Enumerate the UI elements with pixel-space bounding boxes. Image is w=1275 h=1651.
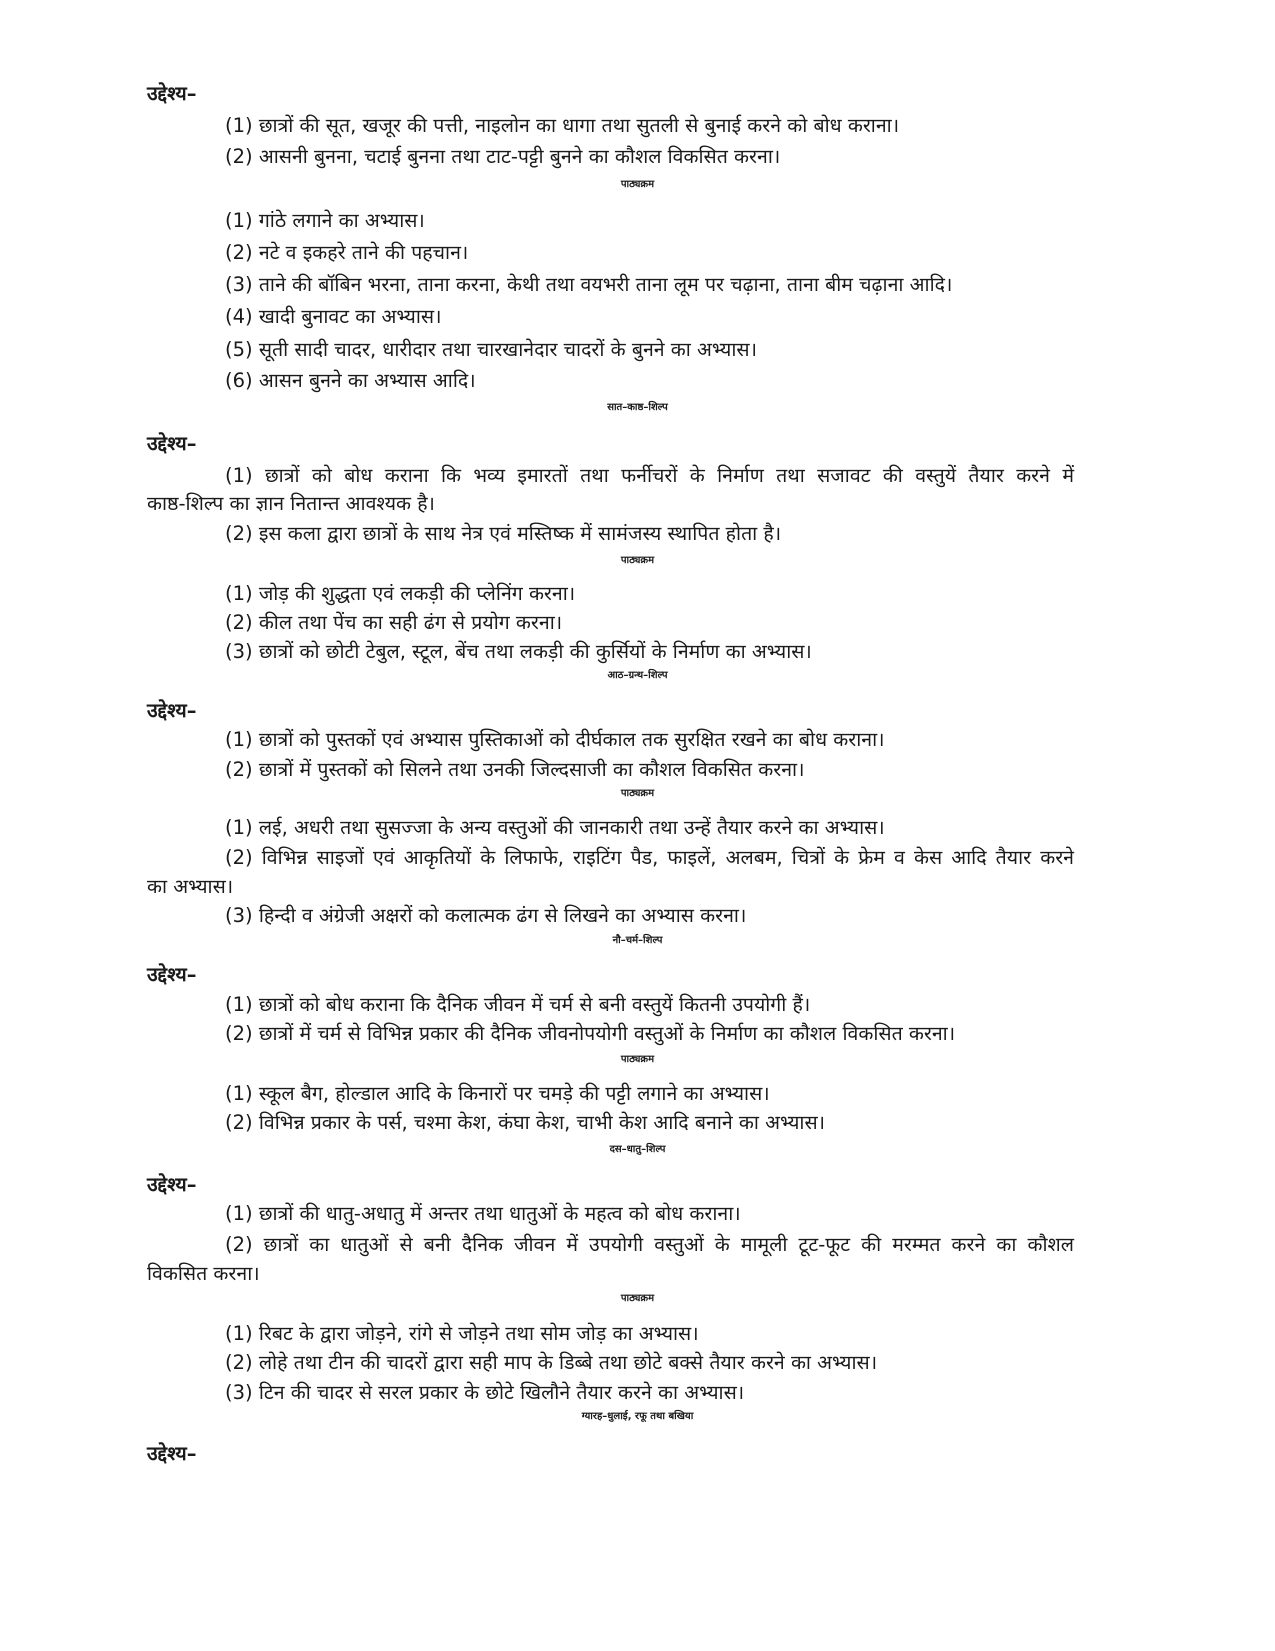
list-item: (5) सूती सादी चादर, धारीदार तथा चारखानेदार चादरों के बुनने का अभ्यास। (225, 338, 757, 361)
list-item-continued: का अभ्यास। (147, 875, 234, 898)
section-heading: सात–काष्ठ–शिल्प (607, 402, 668, 413)
objective-label: उद्देश्य– (147, 699, 197, 722)
section-heading: पाठ्यक्रम (620, 179, 655, 190)
list-item: (1) छात्रों को बोध कराना कि दैनिक जीवन में चर्म से बनी वस्तुयें कितनी उपयोगी हैं। (225, 993, 811, 1016)
list-item: (2) विभिन्न साइजों एवं आकृतियों के लिफाफे, राइटिंग पैड, फाइलें, अलबम, चित्रों के फ्रेम व केस आदि तैयार करने (225, 846, 1074, 869)
objective-label: उद्देश्य– (147, 1173, 197, 1196)
list-item: (2) छात्रों में चर्म से विभिन्न प्रकार की दैनिक जीवनोपयोगी वस्तुओं के निर्माण का कौशल विकसित करना। (225, 1022, 956, 1045)
section-heading: पाठ्यक्रम (620, 1054, 655, 1065)
list-item: (2) आसनी बुनना, चटाई बुनना तथा टाट-पट्टी बुनने का कौशल विकसित करना। (225, 145, 781, 168)
section-heading: पाठ्यक्रम (620, 788, 655, 799)
list-item: (2) कील तथा पेंच का सही ढंग से प्रयोग करना। (225, 611, 563, 634)
list-item: (1) गांठे लगाने का अभ्यास। (225, 209, 425, 232)
section-heading: ग्यारह–धुलाई, रफू तथा बखिया (581, 1411, 694, 1422)
list-item: (1) छात्रों की सूत, खजूर की पत्ती, नाइलोन का धागा तथा सुतली से बुनाई करने को बोध कराना। (225, 114, 900, 137)
list-item: (1) छात्रों की धातु-अधातु में अन्तर तथा धातुओं के महत्व को बोध कराना। (225, 1202, 741, 1225)
list-item: (3) टिन की चादर से सरल प्रकार के छोटे खिलौने तैयार करने का अभ्यास। (225, 1381, 745, 1404)
list-item: (1) छात्रों को पुस्तकों एवं अभ्यास पुस्तिकाओं को दीर्घकाल तक सुरक्षित रखने का बोध कराना। (225, 728, 885, 751)
list-item: (1) लई, अधरी तथा सुसज्जा के अन्य वस्तुओं की जानकारी तथा उन्हें तैयार करने का अभ्यास। (225, 816, 885, 839)
section-heading: दस–धातु–शिल्प (609, 1144, 666, 1155)
list-item: (4) खादी बुनावट का अभ्यास। (225, 305, 442, 328)
objective-label: उद्देश्य– (147, 432, 197, 455)
objective-label: उद्देश्य– (147, 963, 197, 986)
section-heading: आठ–ग्रन्थ–शिल्प (607, 670, 668, 681)
list-item-continued: काष्ठ-शिल्प का ज्ञान नितान्त आवश्यक है। (147, 492, 435, 515)
list-item: (1) रिबट के द्वारा जोड़ने, रांगे से जोड़ने तथा सोम जोड़ का अभ्यास। (225, 1322, 699, 1345)
list-item-continued: विकसित करना। (147, 1262, 260, 1285)
list-item: (1) जोड़ की शुद्धता एवं लकड़ी की प्लेनिंग करना। (225, 582, 576, 605)
section-heading: नौ–चर्म–शिल्प (612, 935, 663, 946)
section-heading: पाठ्यक्रम (620, 555, 655, 566)
list-item: (2) छात्रों में पुस्तकों को सिलने तथा उनकी जिल्दसाजी का कौशल विकसित करना। (225, 758, 805, 781)
list-item: (2) लोहे तथा टीन की चादरों द्वारा सही माप के डिब्बे तथा छोटे बक्से तैयार करने का अभ्यास। (225, 1351, 878, 1374)
list-item: (6) आसन बुनने का अभ्यास आदि। (225, 369, 476, 392)
list-item: (3) ताने की बॉबिन भरना, ताना करना, केथी तथा वयभरी ताना लूम पर चढ़ाना, ताना बीम चढ़ाना आदि। (225, 273, 953, 296)
list-item: (2) विभिन्न प्रकार के पर्स, चश्मा केश, कंघा केश, चाभी केश आदि बनाने का अभ्यास। (225, 1111, 826, 1134)
list-item: (1) छात्रों को बोध कराना कि भव्य इमारतों तथा फर्नीचरों के निर्माण तथा सजावट की वस्तुयें तैयार करने में (225, 464, 1074, 487)
list-item: (1) स्कूल बैग, होल्डाल आदि के किनारों पर चमड़े की पट्टी लगाने का अभ्यास। (225, 1082, 770, 1105)
section-heading: पाठ्यक्रम (620, 1293, 655, 1304)
list-item: (2) नटे व इकहरे ताने की पहचान। (225, 241, 469, 264)
objective-label: उद्देश्य– (147, 1442, 197, 1465)
list-item: (2) इस कला द्वारा छात्रों के साथ नेत्र एवं मस्तिष्क में सामंजस्य स्थापित होता है। (225, 522, 782, 545)
list-item: (2) छात्रों का धातुओं से बनी दैनिक जीवन में उपयोगी वस्तुओं के मामूली टूट-फूट की मरम्मत करने का कौशल (225, 1233, 1074, 1256)
objective-label: उद्देश्य– (147, 82, 197, 105)
list-item: (3) छात्रों को छोटी टेबुल, स्टूल, बेंच तथा लकड़ी की कुर्सियों के निर्माण का अभ्यास। (225, 640, 812, 663)
list-item: (3) हिन्दी व अंग्रेजी अक्षरों को कलात्मक ढंग से लिखने का अभ्यास करना। (225, 904, 747, 927)
